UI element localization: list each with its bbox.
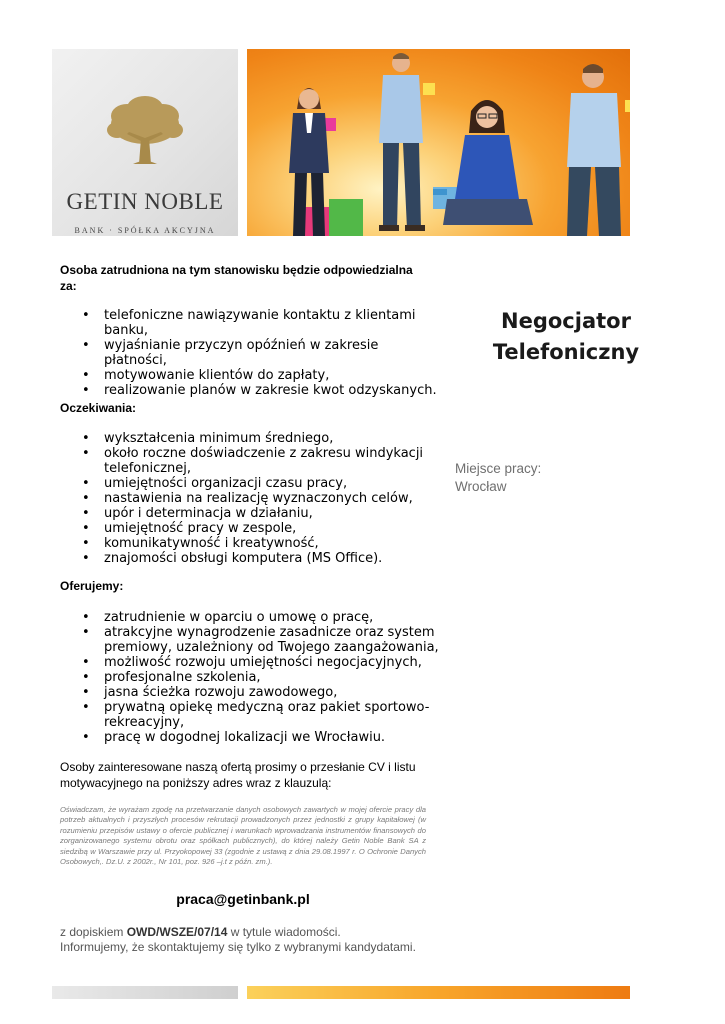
person-man-right — [567, 64, 621, 236]
list-item: • zatrudnienie w oparciu o umowę o pracę, — [60, 610, 440, 625]
list-item: • umiejętność pracy w zespole, — [60, 521, 440, 536]
contact-email-link[interactable]: praca@getinbank.pl — [176, 891, 310, 907]
list-item: • upór i determinacja w działaniu, — [60, 506, 440, 521]
list-item: • motywowanie klientów do zapłaty, — [60, 368, 440, 383]
list-item: • około roczne doświadczenie z zakresu windykacji telefonicznej, — [60, 446, 440, 476]
list-item: • realizowanie planów w zakresie kwot odzyskanych. — [60, 383, 440, 398]
logo-panel — [52, 49, 238, 236]
offer-list — [60, 610, 440, 745]
list-item: • znajomości obsługi komputera (MS Office). — [60, 551, 440, 566]
list-item: • prywatną opiekę medyczną oraz pakiet sportowo-rekreacyjny, — [60, 700, 440, 730]
logo-wordmark: GETIN NOBLE — [66, 189, 224, 214]
responsibilities-list — [60, 308, 440, 398]
expectations-heading: Oczekiwania: — [60, 401, 137, 415]
subject-reference — [60, 925, 440, 940]
list-item: • profesjonalne szkolenia, — [60, 670, 440, 685]
subject-reference-prefix: z dopiskiem — [60, 925, 127, 939]
list-item: • jasna ścieżka rozwoju zawodowego, — [60, 685, 440, 700]
responsibilities-heading: Osoba zatrudniona na tym stanowisku będzie odpowiedzialna za: — [60, 263, 413, 293]
list-item: • wykształcenia minimum średniego, — [60, 431, 440, 446]
yellow-small-cube — [423, 83, 435, 95]
green-cube — [329, 199, 363, 236]
expectations-list — [60, 431, 440, 566]
closing-note: Informujemy, że skontaktujemy się tylko z wybranymi kandydatami. — [60, 940, 416, 954]
job-title-line1: Negocjator — [501, 309, 631, 333]
person-woman-sitting — [443, 100, 533, 225]
logo-tagline: BANK · SPÓŁKA AKCYJNA — [74, 226, 216, 235]
location-label: Miejsce pracy: — [455, 461, 542, 476]
list-item: • możliwość rozwoju umiejętności negocjacyjnych, — [60, 655, 440, 670]
list-item: • wyjaśnianie przyczyn opóźnień w zakresie płatności, — [60, 338, 440, 368]
list-item: • komunikatywność i kreatywność, — [60, 536, 440, 551]
job-title — [455, 306, 677, 368]
team-photo — [247, 49, 630, 236]
footer-bar-orange — [247, 986, 630, 999]
footer-bar-grey — [52, 986, 238, 999]
oak-tree-icon — [105, 94, 185, 174]
list-item: • telefoniczne nawiązywanie kontaktu z klientami banku, — [60, 308, 440, 338]
location-value: Wrocław — [455, 479, 507, 494]
apply-instructions: Osoby zainteresowane naszą ofertą prosimy o przesłanie CV i listu motywacyjnego na poniższy adres wraz z klauzulą: — [60, 760, 416, 790]
person-man-middle — [379, 53, 425, 231]
list-item: • atrakcyjne wynagrodzenie zasadnicze oraz system premiowy, uzależniony od Twojego zaangażowania, — [60, 625, 440, 655]
list-item: • pracę w dogodnej lokalizacji we Wrocławiu. — [60, 730, 440, 745]
subject-reference-code: OWD/WSZE/07/14 — [126, 925, 228, 939]
job-title-line2: Telefoniczny — [492, 340, 640, 364]
data-consent-clause: Oświadczam, że wyrażam zgodę na przetwarzanie danych osobowych zawartych w mojej ofercie pracy dla potrzeb aktualnych i przyszłych procesów rekrutacji prowadzonych przez jednostki z grupy kapitałowej (w rozumieniu przepisów ustawy o ofercie publicznej i warunkach wprowadzania instrumentów finansowych do zorganizowanego systemu obrotu oraz spółkach publicznych), do której należy Getin Noble Bank SA z siedzibą w Warszawie przy ul. Przyokopowej 33 (zgodnie z ustawą z dnia 29.08.1997 r. O Ochronie Danych Osobowych,. Dz.U. z 2002r., Nr 101, poz. 926 –j.t z późn. zm.). — [60, 805, 426, 867]
offer-heading: Oferujemy: — [60, 579, 124, 593]
list-item: • nastawienia na realizację wyznaczonych celów, — [60, 491, 440, 506]
subject-reference-suffix: w tytule wiadomości. — [227, 925, 341, 939]
team-photo-illustration — [247, 49, 630, 236]
list-item: • umiejętności organizacji czasu pracy, — [60, 476, 440, 491]
